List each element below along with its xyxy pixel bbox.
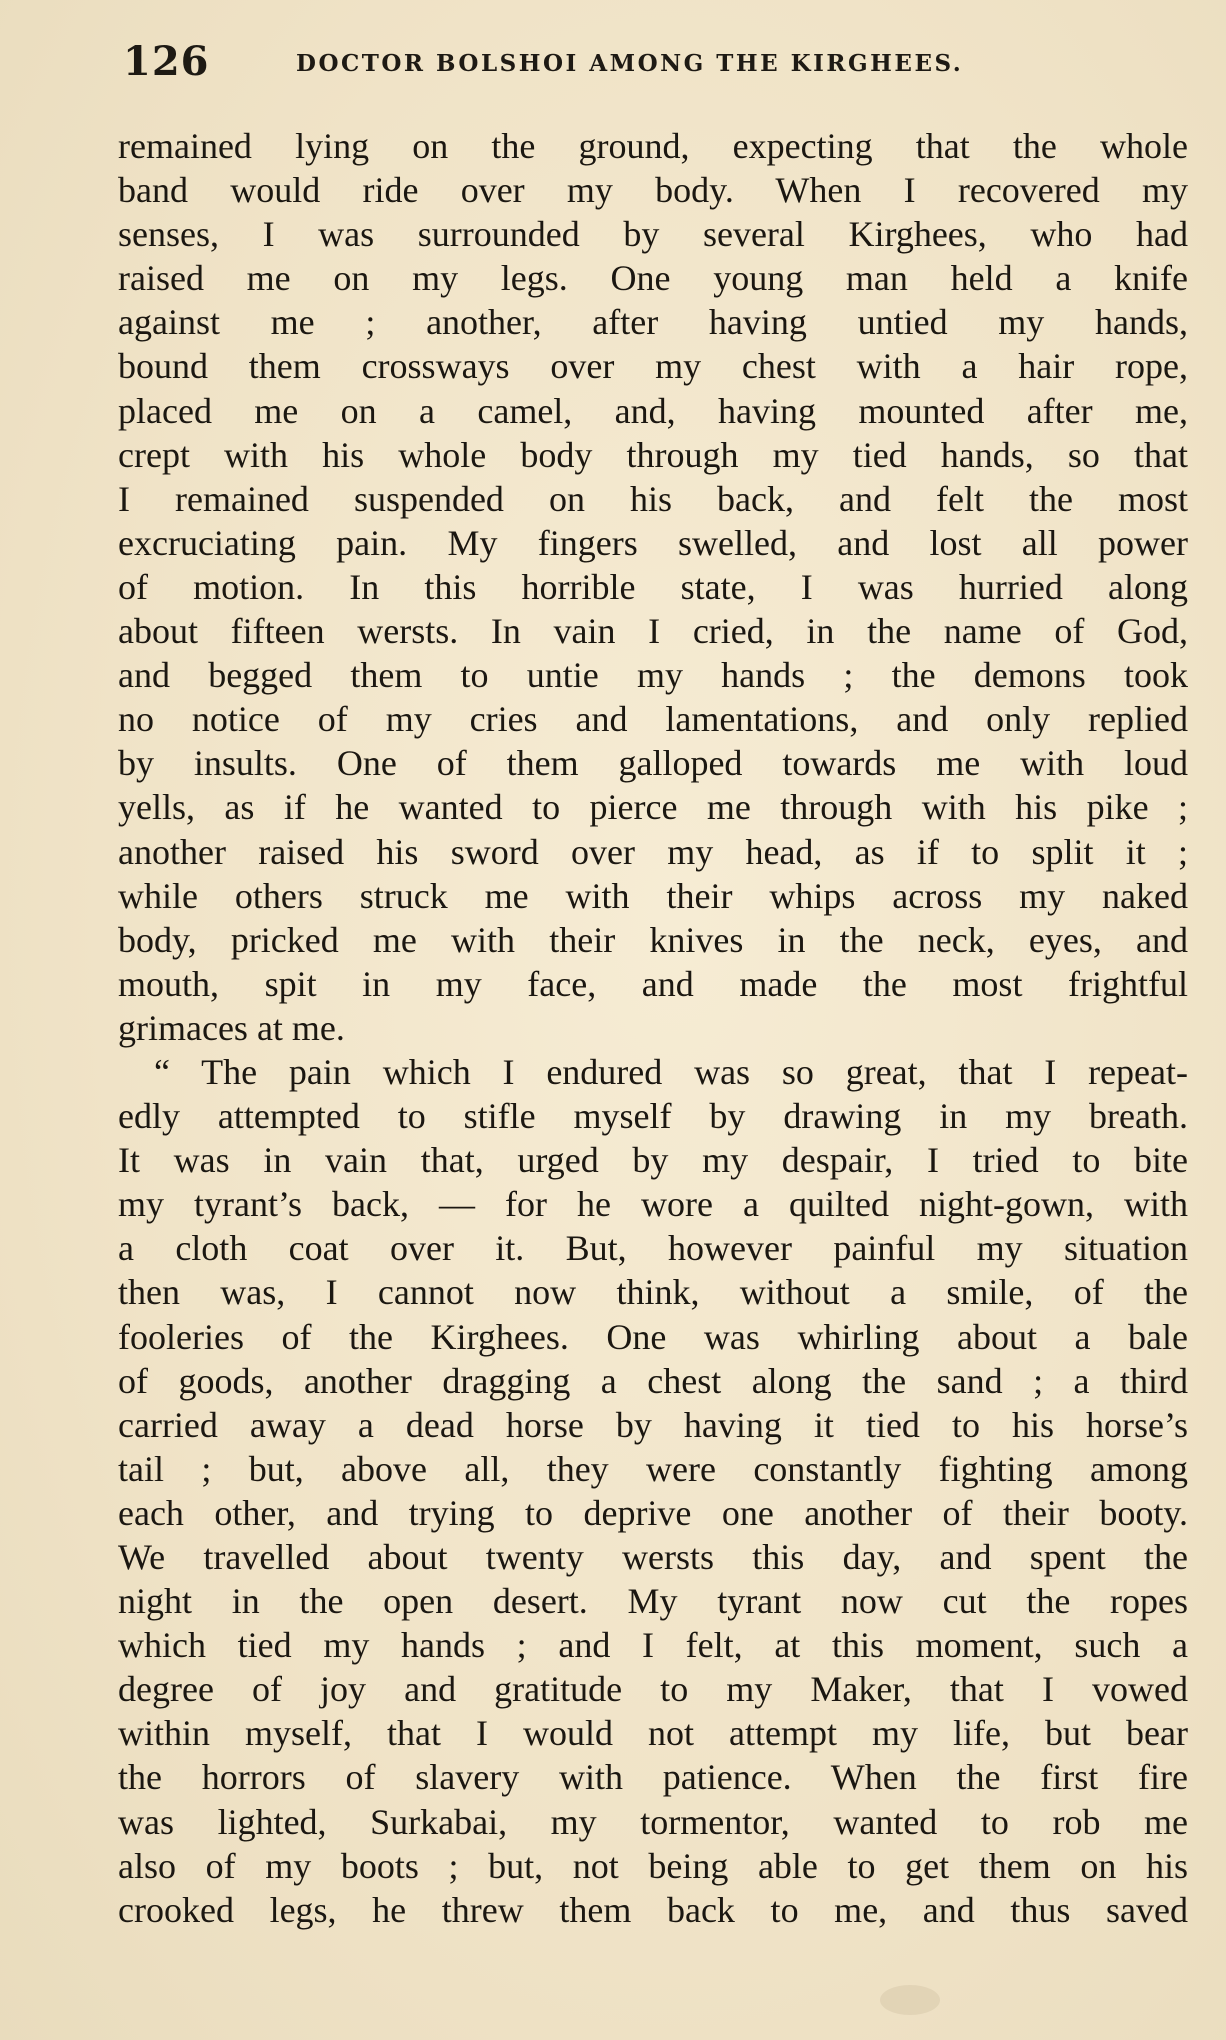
text-line: degree of joy and gratitude to my Maker, that I vowed — [118, 1669, 1188, 1710]
text-line: fooleries of the Kirghees. One was whirling about a bale — [118, 1316, 1188, 1357]
text-line: yells, as if he wanted to pierce me through with his pike ; — [118, 787, 1188, 828]
text-line: no notice of my cries and lamentations, and only replied — [118, 699, 1188, 740]
text-line: excruciating pain. My fingers swelled, and lost all power — [118, 522, 1188, 563]
text-line: band would ride over my body. When I recovered my — [118, 170, 1188, 211]
text-line: edly attempted to stifle myself by drawing in my breath. — [118, 1096, 1188, 1137]
text-line: of goods, another dragging a chest along the sand ; a third — [118, 1360, 1188, 1401]
text-line: bound them crossways over my chest with a hair rope, — [118, 346, 1188, 387]
text-line: It was in vain that, urged by my despair, I tried to bite — [118, 1140, 1188, 1181]
text-line: “ The pain which I endured was so great, that I repeat- — [154, 1051, 1188, 1092]
text-line: the horrors of slavery with patience. When the first fire — [118, 1757, 1188, 1798]
text-line: I remained suspended on his back, and felt the most — [118, 478, 1188, 519]
paper-smudge — [880, 1985, 940, 2015]
text-line: senses, I was surrounded by several Kirghees, who had — [118, 214, 1188, 255]
text-line: crooked legs, he threw them back to me, and thus saved — [118, 1889, 1188, 1930]
text-line: remained lying on the ground, expecting that the whole — [118, 126, 1188, 166]
text-line: then was, I cannot now think, without a smile, of the — [118, 1272, 1188, 1313]
text-line: and begged them to untie my hands ; the demons took — [118, 655, 1188, 696]
text-line: grimaces at me. — [118, 1007, 345, 1048]
text-line: We travelled about twenty wersts this day, and spent the — [118, 1537, 1188, 1577]
page-header — [118, 38, 1188, 98]
text-line: within myself, that I would not attempt my life, but bear — [118, 1713, 1188, 1754]
text-line: was lighted, Surkabai, my tormentor, wanted to rob me — [118, 1801, 1188, 1842]
text-line: a cloth coat over it. But, however painful my situation — [118, 1228, 1188, 1269]
body-text — [118, 124, 1188, 1932]
text-line: raised me on my legs. One young man held a knife — [118, 258, 1188, 299]
text-line: by insults. One of them galloped towards me with loud — [118, 743, 1188, 784]
text-line: of motion. In this horrible state, I was hurried along — [118, 566, 1188, 607]
text-line: placed me on a camel, and, having mounted after me, — [118, 390, 1188, 431]
text-line: my tyrant’s back, — for he wore a quilted night-gown, with — [118, 1184, 1188, 1225]
paragraph-2 — [118, 1050, 1188, 1932]
text-line: night in the open desert. My tyrant now cut the ropes — [118, 1581, 1188, 1622]
text-line: crept with his whole body through my tied hands, so that — [118, 434, 1188, 475]
page-number: 126 — [123, 38, 210, 85]
running-title: DOCTOR BOLSHOI AMONG THE KIRGHEES. — [296, 50, 964, 77]
paragraph-1 — [118, 124, 1188, 1050]
text-line: about fifteen wersts. In vain I cried, in the name of God, — [118, 611, 1188, 652]
text-line: another raised his sword over my head, as if to split it ; — [118, 831, 1188, 872]
text-line: carried away a dead horse by having it tied to his horse’s — [118, 1404, 1188, 1445]
text-line: body, pricked me with their knives in the neck, eyes, and — [118, 919, 1188, 960]
text-line: also of my boots ; but, not being able to get them on his — [118, 1845, 1188, 1886]
text-line: against me ; another, after having untied my hands, — [118, 302, 1188, 343]
text-line: tail ; but, above all, they were constantly fighting among — [118, 1448, 1188, 1489]
text-line: each other, and trying to deprive one another of their booty. — [118, 1492, 1188, 1533]
text-line: which tied my hands ; and I felt, at this moment, such a — [118, 1625, 1188, 1666]
text-line: while others struck me with their whips across my naked — [118, 875, 1188, 916]
text-line: mouth, spit in my face, and made the most frightful — [118, 963, 1188, 1004]
